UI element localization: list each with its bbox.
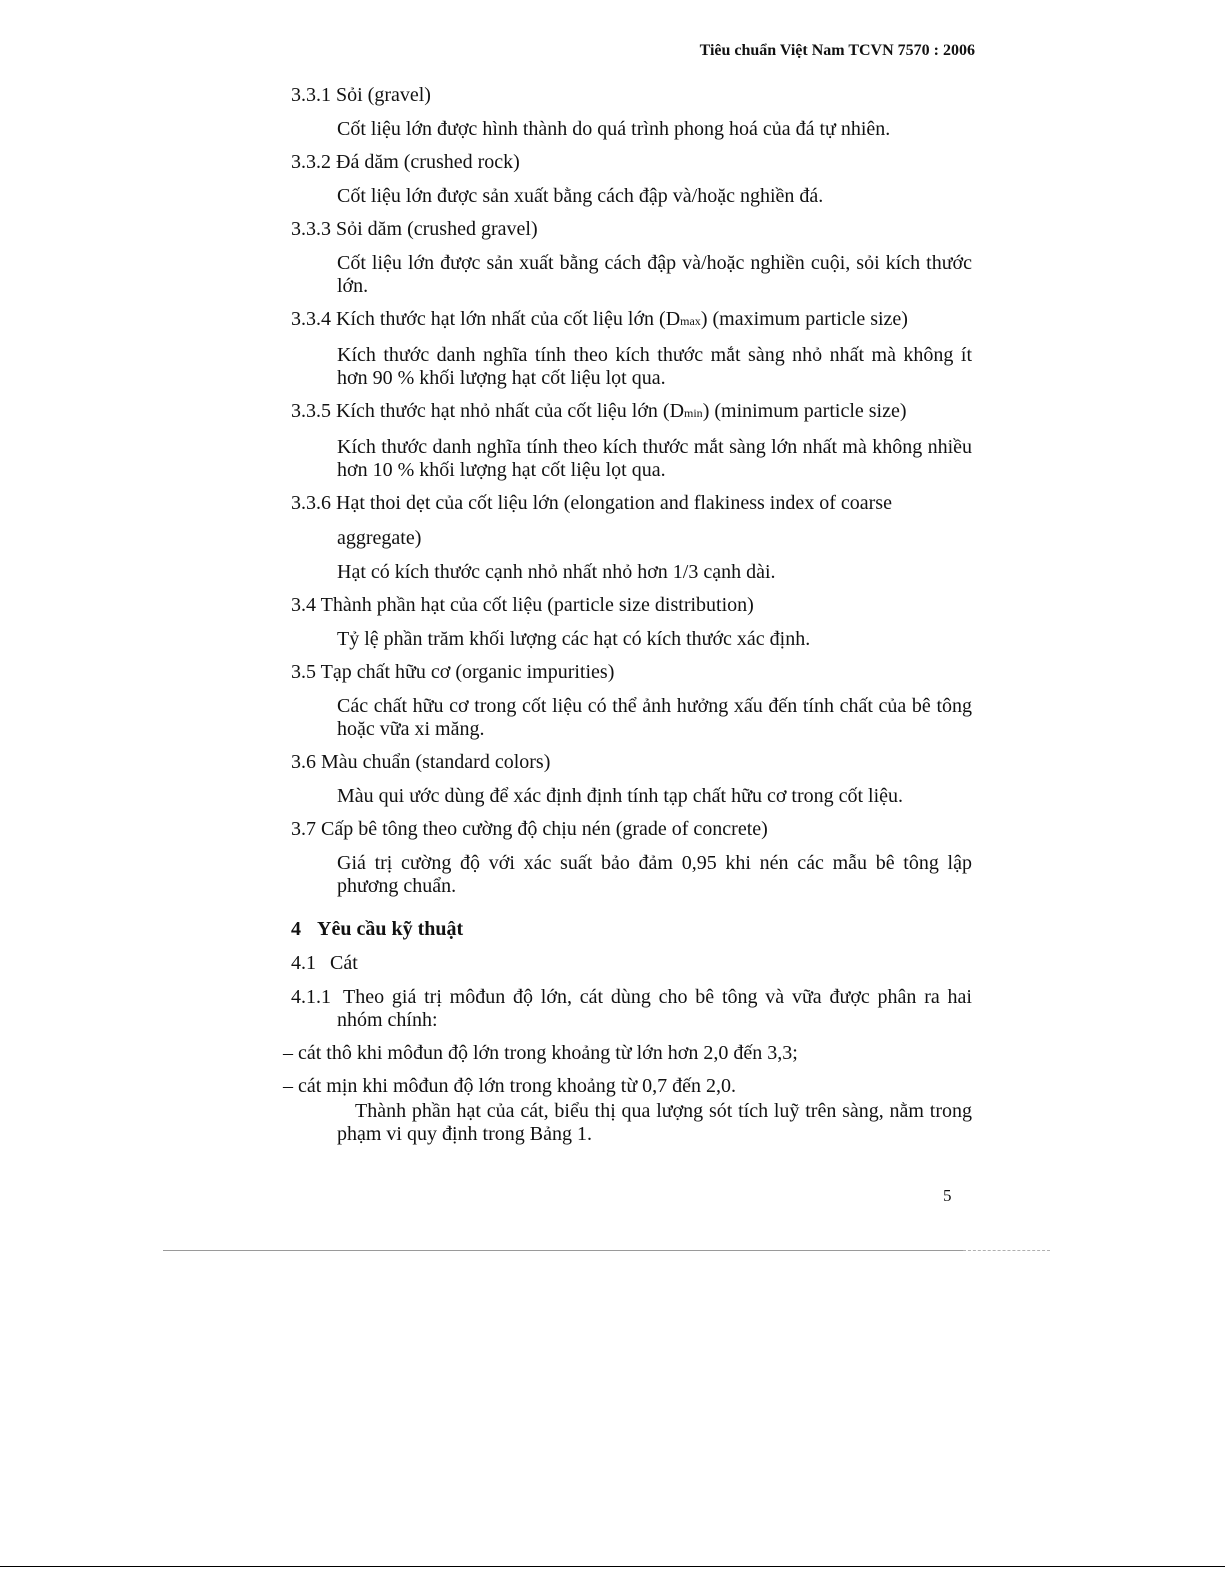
running-header: Tiêu chuẩn Việt Nam TCVN 7570 : 2006 [699, 42, 975, 59]
subsection-number: 4.1 [291, 952, 316, 974]
page-bottom-border [0, 1566, 1225, 1567]
subsection-title: Cát [330, 952, 358, 974]
definition-3-5: Các chất hữu cơ trong cốt liệu có thể ảnh hưởng xấu đến tính chất của bê tông hoặc vữa xi măng. [337, 695, 972, 740]
term-3-3-5 [291, 400, 972, 425]
subscript-max: max [680, 314, 701, 328]
section-number: 4 [291, 918, 301, 940]
term-3-3-4-text: 3.3.4 Kích thước hạt lớn nhất của cốt liệu lớn (D [291, 308, 681, 330]
subscript-min: min [684, 406, 703, 420]
list-item-coarse-sand: – cát thô khi môđun độ lớn trong khoảng từ lớn hơn 2,0 đến 3,3; [283, 1042, 798, 1064]
paragraph-4-1-1 [291, 986, 972, 1032]
subsection-4-1 [291, 952, 972, 975]
footer-rule [163, 1250, 963, 1251]
term-3-3-6: 3.3.6 Hạt thoi dẹt của cốt liệu lớn (elongation and flakiness index of coarse [291, 492, 892, 514]
paragraph-text: Theo giá trị môđun độ lớn, cát dùng cho bê tông và vữa được phân ra hai nhóm chính: [337, 986, 972, 1031]
term-3-3-2: 3.3.2 Đá dăm (crushed rock) [291, 151, 520, 173]
term-3-3-5-tail: ) (minimum particle size) [702, 400, 907, 422]
definition-3-3-5: Kích thước danh nghĩa tính theo kích thước mắt sàng lớn nhất mà không nhiều hơn 10 % khối lượng hạt cốt liệu lọt qua. [337, 436, 972, 481]
definition-3-7: Giá trị cường độ với xác suất bảo đảm 0,95 khi nén các mẫu bê tông lập phương chuẩn. [337, 852, 972, 897]
section-title: Yêu cầu kỹ thuật [317, 918, 464, 940]
page-number: 5 [943, 1186, 952, 1205]
term-3-3-4 [291, 308, 972, 333]
term-3-3-5-text: 3.3.5 Kích thước hạt nhỏ nhất của cốt liệu lớn (D [291, 400, 685, 422]
page-content [283, 84, 972, 1146]
definition-3-3-4: Kích thước danh nghĩa tính theo kích thước mắt sàng nhỏ nhất mà không ít hơn 90 % khối lượng hạt cốt liệu lọt qua. [337, 344, 972, 389]
term-3-3-6-continued: aggregate) [337, 527, 422, 549]
definition-3-3-6: Hạt có kích thước cạnh nhỏ nhất nhỏ hơn 1/3 cạnh dài. [337, 561, 776, 583]
paragraph-grading: Thành phần hạt của cát, biểu thị qua lượng sót tích luỹ trên sàng, nằm trong phạm vi quy định trong Bảng 1. [337, 1100, 972, 1145]
definition-3-3-3: Cốt liệu lớn được sản xuất bằng cách đập và/hoặc nghiền cuội, sỏi kích thước lớn. [337, 252, 972, 297]
footer-rule-dashed [963, 1250, 1050, 1251]
section-heading-4 [291, 918, 972, 941]
term-3-3-3: 3.3.3 Sỏi dăm (crushed gravel) [291, 218, 538, 240]
term-3-3-4-tail: ) (maximum particle size) [700, 308, 908, 330]
paragraph-number: 4.1.1 [291, 986, 331, 1008]
term-3-5: 3.5 Tạp chất hữu cơ (organic impurities) [291, 661, 615, 683]
term-3-7: 3.7 Cấp bê tông theo cường độ chịu nén (grade of concrete) [291, 818, 768, 840]
definition-3-3-2: Cốt liệu lớn được sản xuất bằng cách đập và/hoặc nghiền đá. [337, 185, 824, 207]
term-3-3-1: 3.3.1 Sỏi (gravel) [291, 84, 431, 106]
definition-3-6: Màu qui ước dùng để xác định định tính tạp chất hữu cơ trong cốt liệu. [337, 785, 904, 807]
term-3-4: 3.4 Thành phần hạt của cốt liệu (particle size distribution) [291, 594, 754, 616]
definition-3-4: Tỷ lệ phần trăm khối lượng các hạt có kích thước xác định. [337, 628, 811, 650]
definition-3-3-1: Cốt liệu lớn được hình thành do quá trình phong hoá của đá tự nhiên. [337, 118, 891, 140]
list-item-fine-sand: – cát mịn khi môđun độ lớn trong khoảng từ 0,7 đến 2,0. [283, 1075, 737, 1097]
term-3-6: 3.6 Màu chuẩn (standard colors) [291, 751, 551, 773]
